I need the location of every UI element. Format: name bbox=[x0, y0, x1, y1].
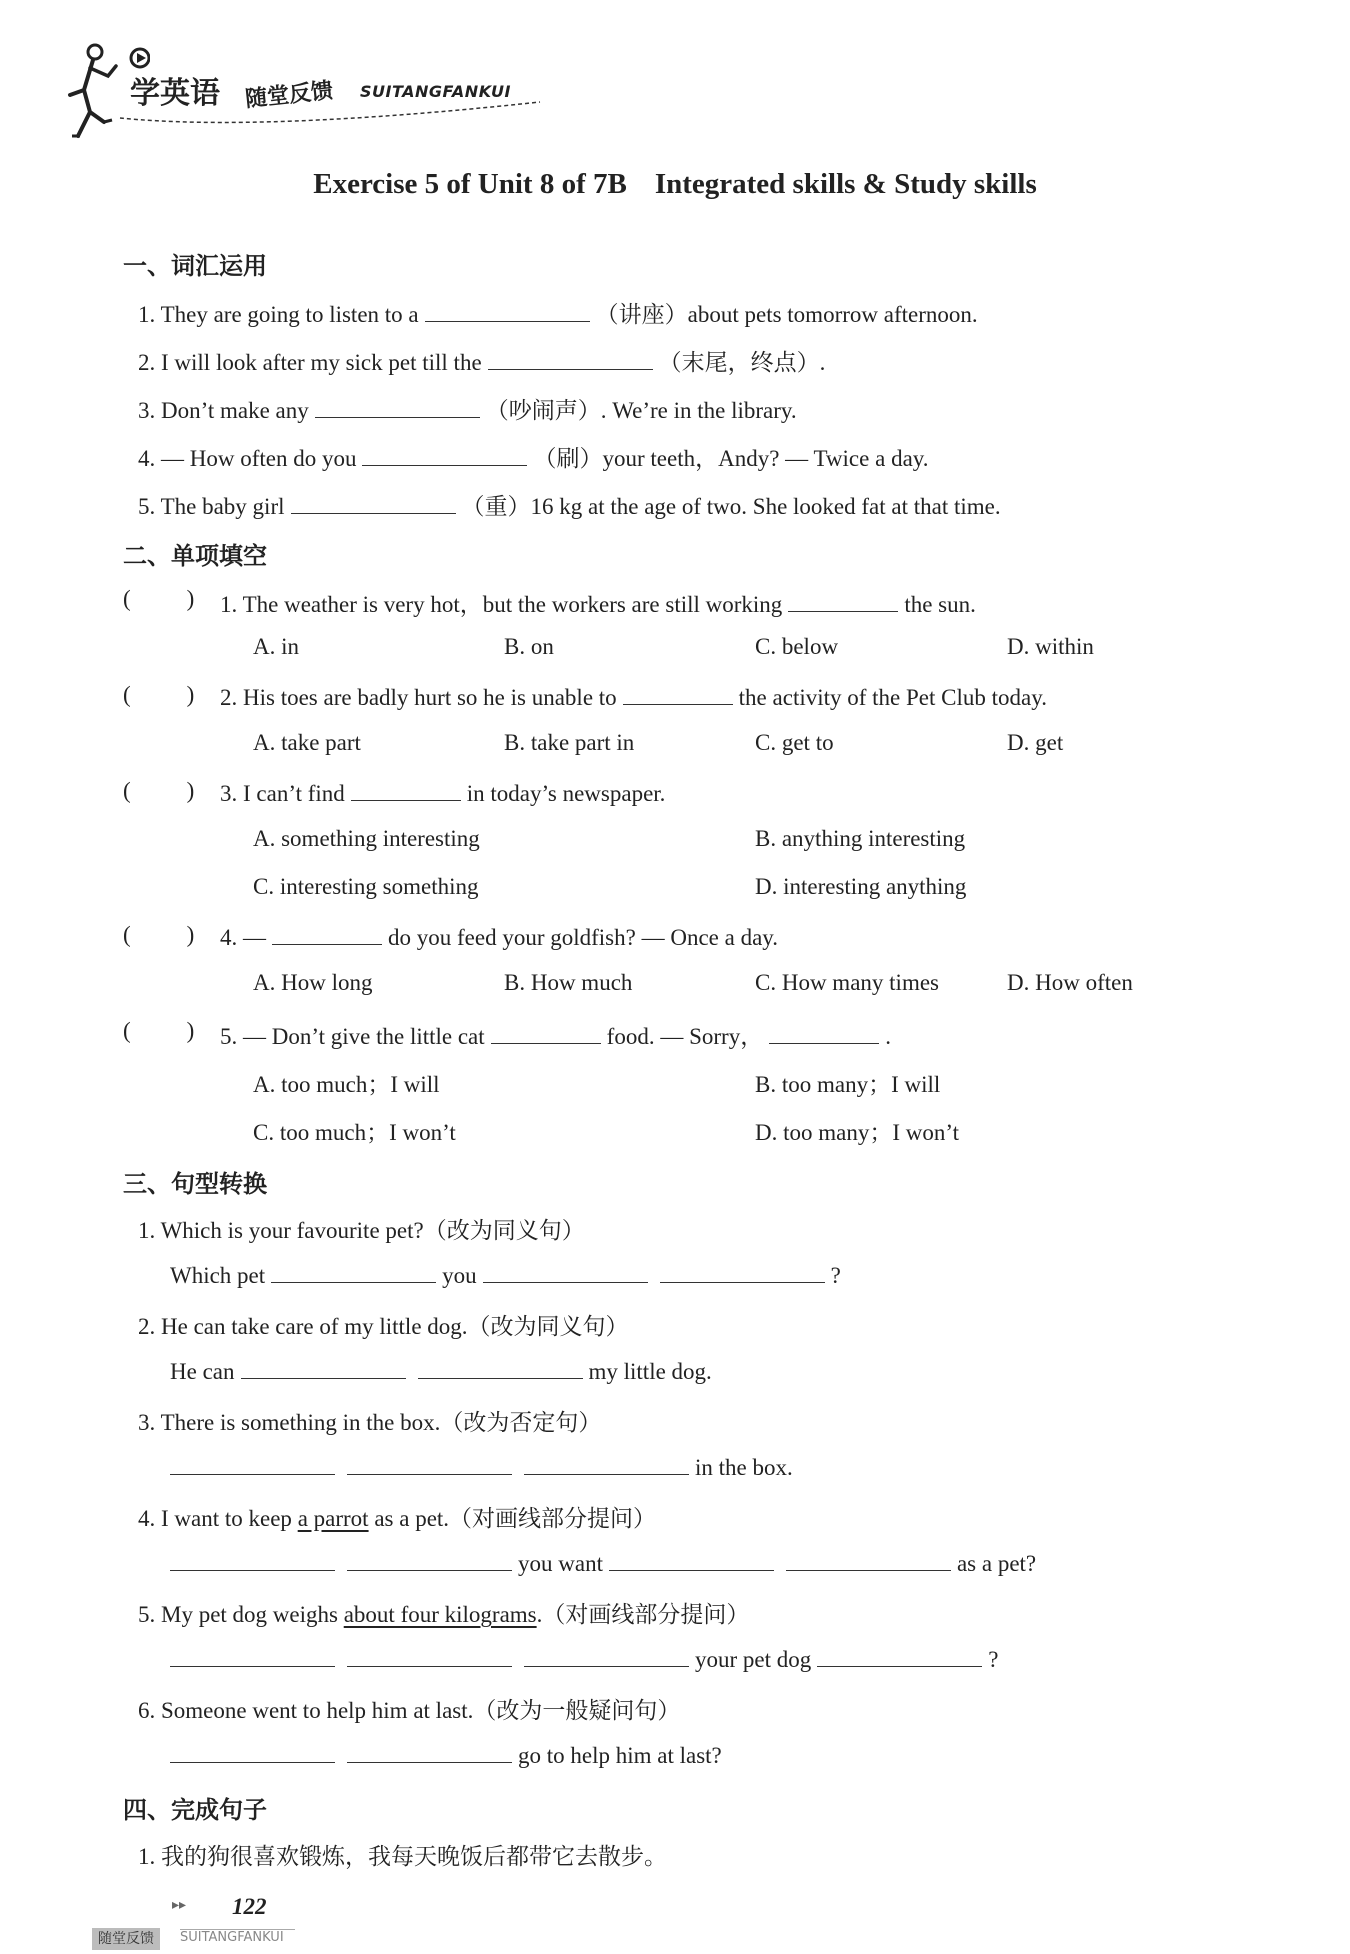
option-b[interactable]: B. too many；I will bbox=[755, 1072, 941, 1097]
transform-question-5: 5. My pet dog weighs about four kilograms.（对画线部分提问） bbox=[138, 1602, 750, 1627]
mc-question-5 bbox=[220, 1018, 891, 1051]
option-d[interactable]: D. interesting anything bbox=[755, 874, 967, 899]
question-text: 4. — bbox=[220, 925, 266, 950]
underlined-phrase: a parrot bbox=[297, 1506, 369, 1531]
answer-blank[interactable] bbox=[491, 1021, 601, 1044]
section-heading-multiple-choice: 二、单项填空 bbox=[123, 542, 267, 570]
answer-blank[interactable] bbox=[788, 589, 898, 612]
item-hint: （重）16 kg at the age of two. She looked fat at that time. bbox=[461, 494, 1001, 519]
answer-blank[interactable] bbox=[347, 1452, 512, 1475]
answer-bracket[interactable]: ( ) bbox=[123, 922, 195, 947]
answer-blank[interactable] bbox=[488, 347, 653, 370]
answer-blank[interactable] bbox=[660, 1260, 825, 1283]
question-text: 3. I can’t find bbox=[220, 781, 345, 806]
question-text: 2. His toes are badly hurt so he is unable to bbox=[220, 685, 617, 710]
item-text: 2. I will look after my sick pet till the bbox=[138, 350, 482, 375]
transform-question-4: 4. I want to keep a parrot as a pet.（对画线部分提问） bbox=[138, 1506, 657, 1531]
question-text: do you feed your goldfish? — Once a day. bbox=[388, 925, 779, 950]
option-a[interactable]: A. take part bbox=[253, 730, 361, 755]
transform-question-2: 2. He can take care of my little dog.（改为同义句） bbox=[138, 1314, 629, 1339]
exercise-label: Exercise 5 of Unit 8 of 7B bbox=[313, 168, 627, 200]
question-text: the sun. bbox=[904, 592, 976, 617]
transform-question-3: 3. There is something in the box.（改为否定句） bbox=[138, 1410, 602, 1435]
answer-blank[interactable] bbox=[170, 1740, 335, 1763]
answer-blank[interactable] bbox=[315, 395, 480, 418]
vocab-item-3 bbox=[138, 392, 797, 425]
answer-blank[interactable] bbox=[170, 1548, 335, 1571]
option-a[interactable]: A. too much；I will bbox=[253, 1072, 440, 1097]
answer-blank[interactable] bbox=[609, 1548, 774, 1571]
header-logo bbox=[60, 40, 560, 140]
option-a[interactable]: A. How long bbox=[253, 970, 373, 995]
transform-answer-5: your pet dog ? bbox=[164, 1644, 998, 1673]
transform-question-6: 6. Someone went to help him at last.（改为一般疑问句） bbox=[138, 1698, 681, 1723]
mc-question-3 bbox=[220, 778, 665, 807]
option-a[interactable]: A. something interesting bbox=[253, 826, 480, 851]
answer-blank[interactable] bbox=[347, 1644, 512, 1667]
option-a[interactable]: A. in bbox=[253, 634, 299, 659]
option-c[interactable]: C. get to bbox=[755, 730, 834, 755]
answer-blank[interactable] bbox=[623, 682, 733, 705]
answer-bracket[interactable]: ( ) bbox=[123, 586, 195, 611]
item-text: 1. They are going to listen to a bbox=[138, 302, 419, 327]
answer-blank[interactable] bbox=[786, 1548, 951, 1571]
section-heading-complete-sentences: 四、完成句子 bbox=[123, 1796, 267, 1824]
topic-label: Integrated skills & Study skills bbox=[654, 168, 1037, 200]
footer-pinyin: SUITANGFANKUI bbox=[180, 1929, 295, 1945]
mc-question-2 bbox=[220, 682, 1047, 711]
option-d[interactable]: D. get bbox=[1007, 730, 1064, 755]
footer-tab: 随堂反馈 bbox=[92, 1928, 160, 1950]
mc-question-1 bbox=[220, 586, 976, 619]
vocab-item-4 bbox=[138, 440, 929, 473]
item-text: 4. — How often do you bbox=[138, 446, 357, 471]
transform-question-1: 1. Which is your favourite pet?（改为同义句） bbox=[138, 1218, 585, 1243]
answer-bracket[interactable]: ( ) bbox=[123, 778, 195, 803]
answer-blank[interactable] bbox=[291, 491, 456, 514]
answer-blank[interactable] bbox=[817, 1644, 982, 1667]
option-b[interactable]: B. How much bbox=[504, 970, 633, 995]
logo-cursive: 随堂反馈 bbox=[244, 78, 335, 113]
vocab-item-2 bbox=[138, 344, 825, 377]
option-b[interactable]: B. anything interesting bbox=[755, 826, 966, 851]
mc-question-4 bbox=[220, 922, 778, 951]
answer-blank[interactable] bbox=[362, 443, 527, 466]
option-c[interactable]: C. too much；I won’t bbox=[253, 1120, 456, 1145]
page-number: 122 bbox=[232, 1894, 267, 1919]
answer-blank[interactable] bbox=[418, 1356, 583, 1379]
transform-answer-3: in the box. bbox=[164, 1452, 793, 1481]
item-hint: （末尾，终点）. bbox=[658, 350, 826, 375]
answer-blank[interactable] bbox=[347, 1548, 512, 1571]
logo-swoosh bbox=[60, 40, 560, 140]
item-text: 5. The baby girl bbox=[138, 494, 285, 519]
question-text: 1. The weather is very hot，but the workers are still working bbox=[220, 592, 783, 617]
answer-blank[interactable] bbox=[241, 1356, 406, 1379]
section-heading-sentence-transformation: 三、句型转换 bbox=[123, 1170, 267, 1198]
answer-blank[interactable] bbox=[271, 1260, 436, 1283]
footer-arrows-icon: ▸▸ bbox=[172, 1897, 187, 1913]
vocab-item-1 bbox=[138, 296, 978, 329]
option-d[interactable]: D. within bbox=[1007, 634, 1094, 659]
option-c[interactable]: C. below bbox=[755, 634, 839, 659]
section-heading-vocabulary: 一、词汇运用 bbox=[123, 252, 267, 280]
option-c[interactable]: C. interesting something bbox=[253, 874, 479, 899]
answer-blank[interactable] bbox=[524, 1452, 689, 1475]
answer-blank[interactable] bbox=[170, 1644, 335, 1667]
question-text: food. — Sorry， bbox=[606, 1024, 764, 1049]
transform-answer-1: Which pet you ? bbox=[170, 1260, 841, 1289]
answer-blank[interactable] bbox=[769, 1021, 879, 1044]
answer-blank[interactable] bbox=[524, 1644, 689, 1667]
item-hint: （刷）your teeth，Andy? — Twice a day. bbox=[533, 446, 929, 471]
question-text: . bbox=[885, 1024, 891, 1049]
page-title bbox=[0, 168, 1350, 201]
question-text: the activity of the Pet Club today. bbox=[738, 685, 1047, 710]
transform-answer-4: you want as a pet? bbox=[164, 1548, 1036, 1577]
question-text: in today’s newspaper. bbox=[466, 781, 666, 806]
answer-blank[interactable] bbox=[170, 1452, 335, 1475]
answer-blank[interactable] bbox=[272, 922, 382, 945]
transform-answer-6: go to help him at last? bbox=[164, 1740, 722, 1769]
answer-bracket[interactable]: ( ) bbox=[123, 682, 195, 707]
item-hint: （吵闹声）. We’re in the library. bbox=[485, 398, 797, 423]
answer-blank[interactable] bbox=[347, 1740, 512, 1763]
answer-blank[interactable] bbox=[483, 1260, 648, 1283]
item-hint: （讲座）about pets tomorrow afternoon. bbox=[595, 302, 978, 327]
complete-question-1: 1. 我的狗很喜欢锻炼，我每天晚饭后都带它去散步。 bbox=[138, 1844, 667, 1869]
logo-pinyin: SUITANGFANKUI bbox=[360, 82, 511, 101]
answer-blank[interactable] bbox=[425, 299, 590, 322]
underlined-phrase: about four kilograms bbox=[343, 1602, 537, 1627]
question-text: 5. — Don’t give the little cat bbox=[220, 1024, 485, 1049]
answer-bracket[interactable]: ( ) bbox=[123, 1018, 195, 1043]
option-b[interactable]: B. take part in bbox=[504, 730, 635, 755]
transform-answer-2: He can my little dog. bbox=[170, 1356, 712, 1385]
logo-title: 学英语 bbox=[130, 76, 220, 111]
option-d[interactable]: D. too many；I won’t bbox=[755, 1120, 960, 1145]
option-b[interactable]: B. on bbox=[504, 634, 554, 659]
answer-blank[interactable] bbox=[351, 778, 461, 801]
option-d[interactable]: D. How often bbox=[1007, 970, 1133, 995]
option-c[interactable]: C. How many times bbox=[755, 970, 939, 995]
item-text: 3. Don’t make any bbox=[138, 398, 309, 423]
vocab-item-5 bbox=[138, 488, 1001, 521]
